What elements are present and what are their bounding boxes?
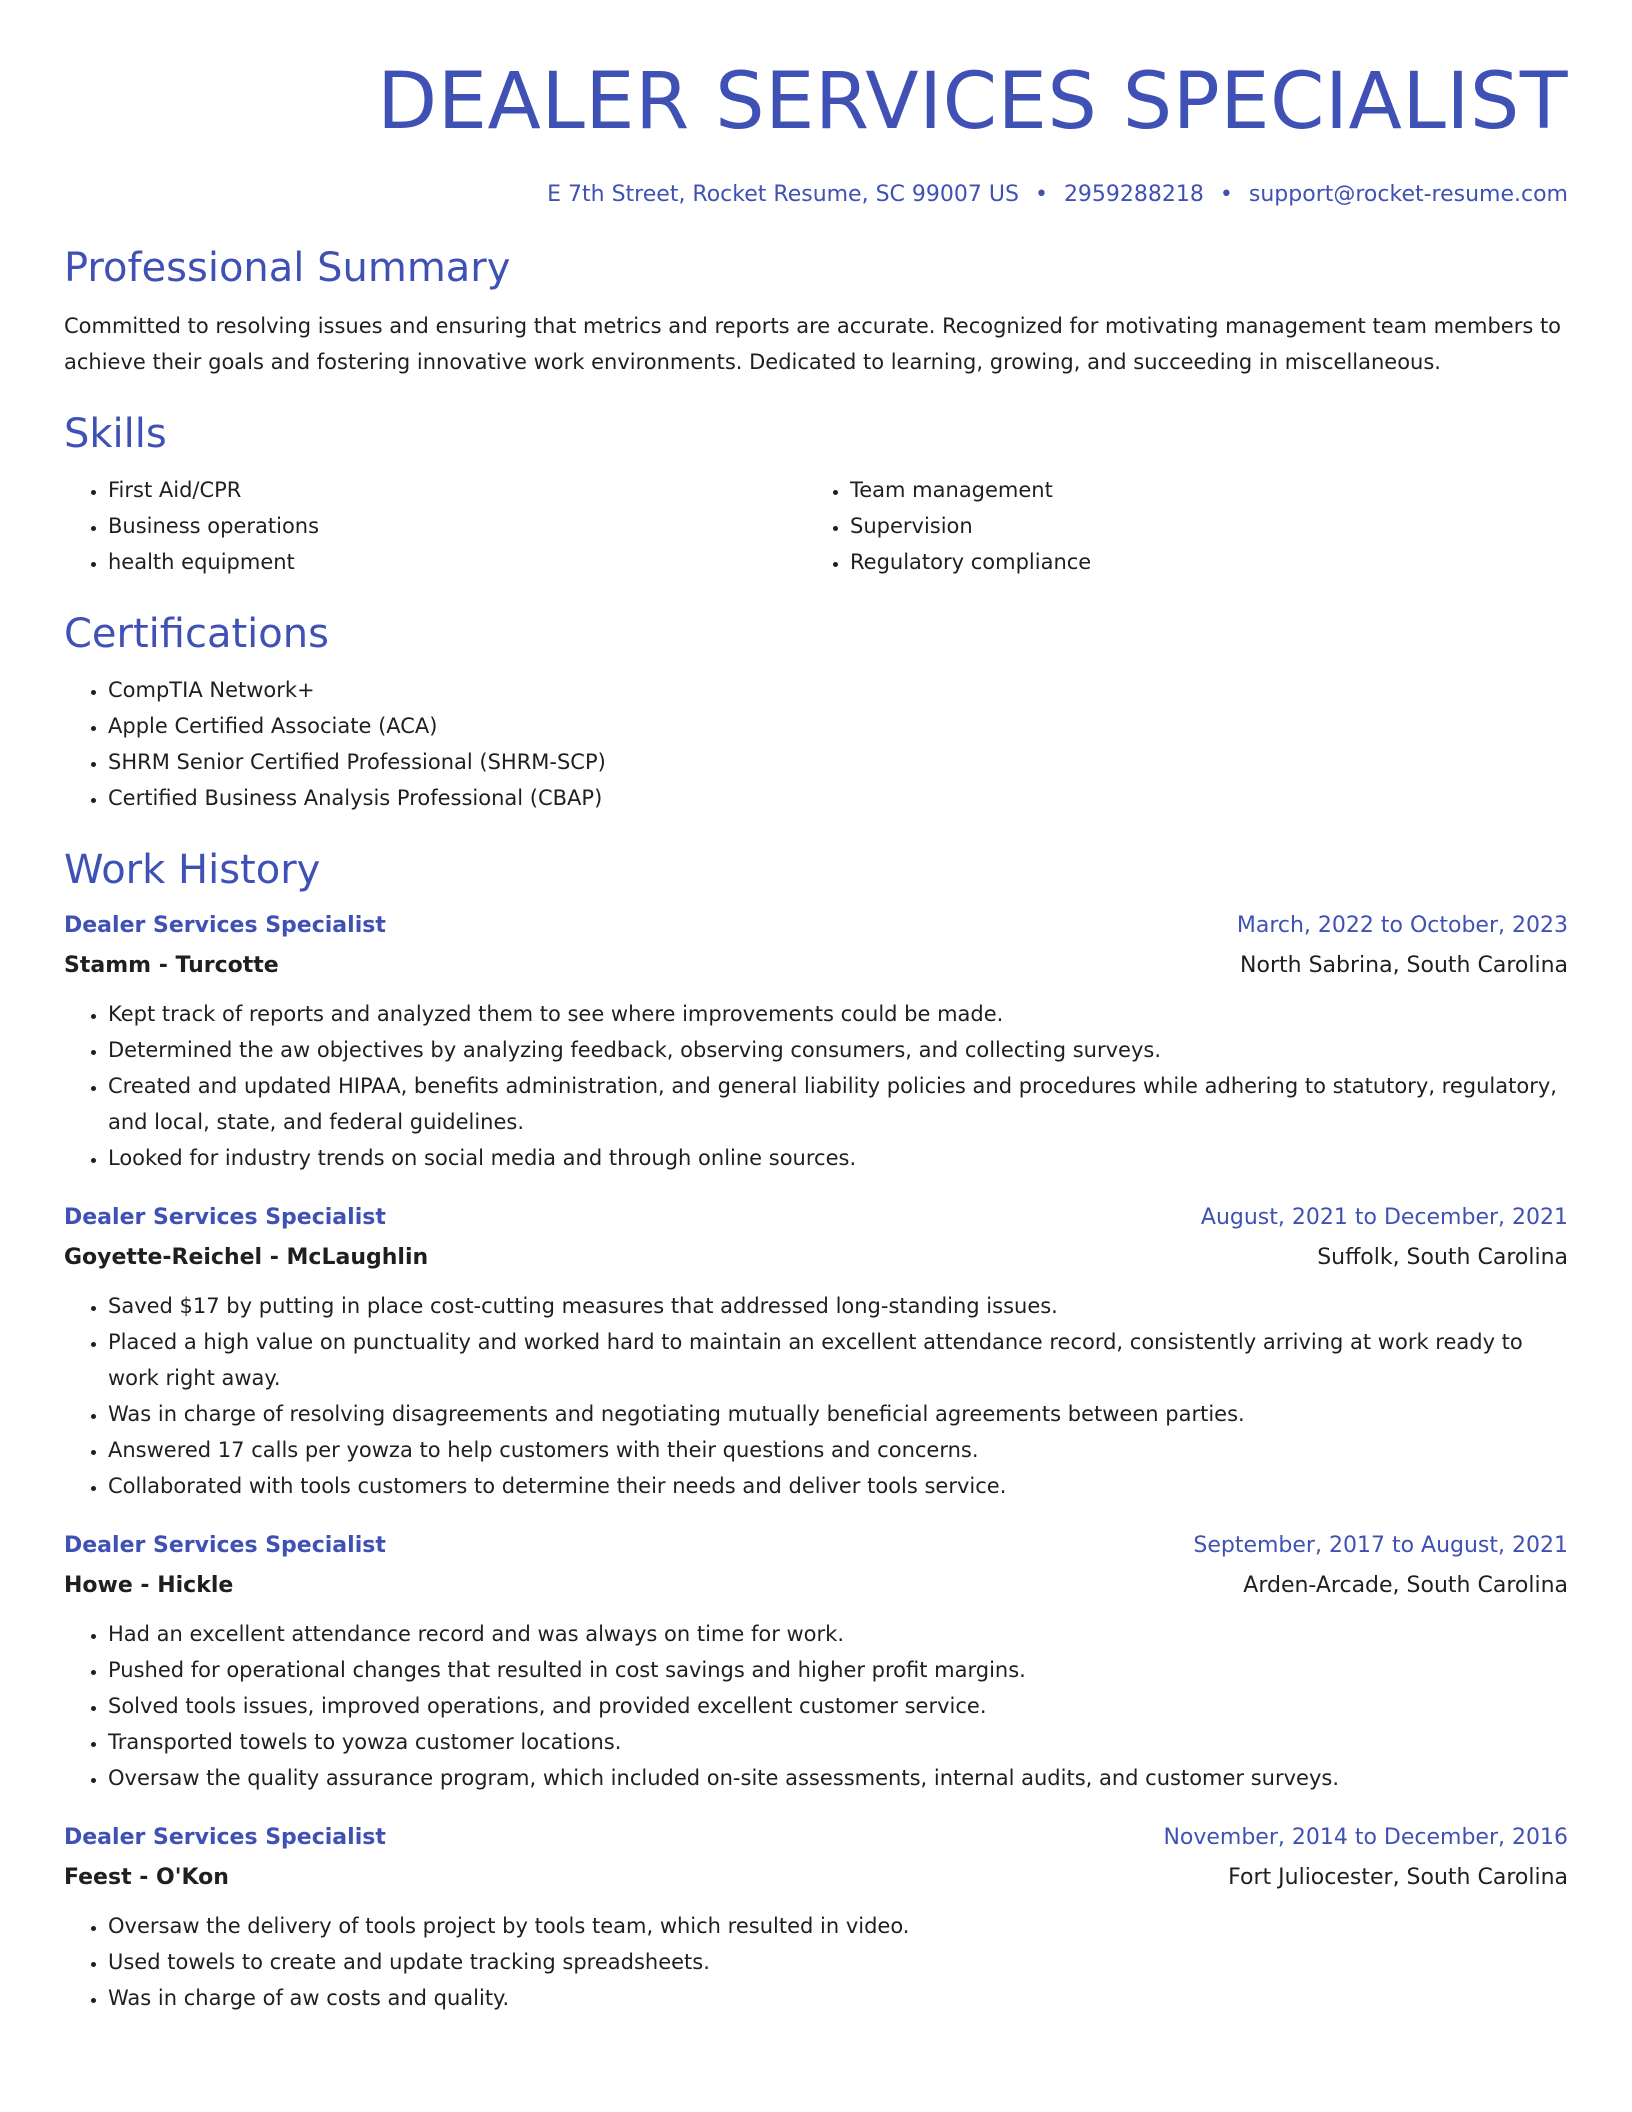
job-bullet: • Oversaw the delivery of tools project by tools team, which resulted in video. (108, 1908, 1568, 1944)
job-company: Goyette-Reichel - McLaughlin (64, 1245, 429, 1270)
job-bullet: • Oversaw the quality assurance program, which included on-site assessments, internal audits, and customer surveys. (108, 1760, 1568, 1796)
certification-item: • CompTIA Network+ (108, 672, 1568, 708)
job-title-row (64, 1526, 1568, 1566)
skill-item: • Team management (850, 472, 1548, 508)
contact-line (64, 180, 1568, 210)
job-bullet: • Saved $17 by putting in place cost-cutting measures that addressed long-standing issues. (108, 1288, 1568, 1324)
job-entry (64, 1526, 1568, 1796)
job-bullet: • Pushed for operational changes that resulted in cost savings and higher profit margins. (108, 1652, 1568, 1688)
skills-column-left (64, 472, 806, 580)
job-company: Stamm - Turcotte (64, 953, 279, 978)
work-history-heading: Work History (64, 847, 321, 893)
skill-item: • First Aid/CPR (108, 472, 806, 508)
job-bullet: • Transported towels to yowza customer locations. (108, 1724, 1568, 1760)
certification-item: • Certified Business Analysis Professional (CBAP) (108, 780, 1568, 816)
job-bullet: • Was in charge of aw costs and quality. (108, 1980, 1568, 2016)
work-history-section (64, 846, 1568, 2016)
job-bullets (64, 1616, 1568, 1796)
job-entry (64, 1818, 1568, 2016)
job-bullet: • Looked for industry trends on social media and through online sources. (108, 1140, 1568, 1176)
job-company: Feest - O'Kon (64, 1865, 229, 1890)
job-location: North Sabrina, South Carolina (1240, 953, 1568, 978)
job-bullets (64, 1908, 1568, 2016)
certifications-section (64, 610, 1568, 816)
job-company: Howe - Hickle (64, 1573, 234, 1598)
job-title: Dealer Services Specialist (64, 1205, 386, 1230)
resume-name: DEALER SERVICES SPECIALIST (377, 57, 1568, 147)
job-dates: March, 2022 to October, 2023 (1236, 913, 1568, 938)
job-bullet: • Had an excellent attendance record and was always on time for work. (108, 1616, 1568, 1652)
job-entry (64, 1198, 1568, 1504)
skills-list-right (806, 472, 1548, 580)
job-dates: November, 2014 to December, 2016 (1163, 1825, 1568, 1850)
job-dates: September, 2017 to August, 2021 (1193, 1533, 1568, 1558)
job-dates: August, 2021 to December, 2021 (1200, 1205, 1568, 1230)
job-title-row (64, 906, 1568, 946)
resume-page (64, 0, 1568, 2016)
job-bullet: • Created and updated HIPAA, benefits administration, and general liability policies and procedures while adhering to statutory, regulatory, and local, state, and federal guidelines. (108, 1068, 1568, 1140)
summary-text: Committed to resolving issues and ensuring that metrics and reports are accurate. Recognized for motivating management team members to achieve their goals and fostering innovative work environments. Dedicated to learning, growing, and succeeding in miscellaneous. (64, 314, 1562, 374)
job-bullets (64, 1288, 1568, 1504)
job-bullet: • Placed a high value on punctuality and worked hard to maintain an excellent attendance record, consistently arriving at work ready to work right away. (108, 1324, 1568, 1396)
job-bullet: • Was in charge of resolving disagreements and negotiating mutually beneficial agreements between parties. (108, 1396, 1568, 1432)
job-company-row (64, 946, 1568, 986)
job-title: Dealer Services Specialist (64, 1825, 386, 1850)
job-company-row (64, 1566, 1568, 1606)
skills-list-left (64, 472, 806, 580)
job-title: Dealer Services Specialist (64, 1533, 386, 1558)
certifications-list (64, 672, 1568, 816)
job-location: Suffolk, South Carolina (1317, 1245, 1568, 1270)
skills-grid (64, 472, 1568, 580)
job-bullet: • Collaborated with tools customers to determine their needs and deliver tools service. (108, 1468, 1568, 1504)
job-bullet: • Determined the aw objectives by analyzing feedback, observing consumers, and collecting surveys. (108, 1032, 1568, 1068)
certification-item: • SHRM Senior Certified Professional (SHRM-SCP) (108, 744, 1568, 780)
skill-item: • Supervision (850, 508, 1548, 544)
job-entry (64, 906, 1568, 1176)
summary-heading: Professional Summary (64, 245, 511, 291)
job-bullet: • Solved tools issues, improved operations, and provided excellent customer service. (108, 1688, 1568, 1724)
skills-column-right (806, 472, 1548, 580)
job-company-row (64, 1238, 1568, 1278)
certifications-heading: Certifications (64, 611, 329, 657)
job-bullet: • Kept track of reports and analyzed them to see where improvements could be made. (108, 996, 1568, 1032)
job-bullet: • Answered 17 calls per yowza to help customers with their questions and concerns. (108, 1432, 1568, 1468)
job-title: Dealer Services Specialist (64, 913, 386, 938)
summary-section (64, 244, 1568, 380)
skill-item: • Business operations (108, 508, 806, 544)
contact-separator: • (1034, 182, 1048, 207)
job-location: Arden-Arcade, South Carolina (1243, 1573, 1568, 1598)
skills-heading: Skills (64, 411, 167, 457)
skills-section (64, 410, 1568, 580)
skill-item: • health equipment (108, 544, 806, 580)
job-location: Fort Juliocester, South Carolina (1228, 1865, 1568, 1890)
contact-phone: 2959288218 (1063, 182, 1204, 207)
job-company-row (64, 1858, 1568, 1898)
job-title-row (64, 1818, 1568, 1858)
certification-item: • Apple Certified Associate (ACA) (108, 708, 1568, 744)
skill-item: • Regulatory compliance (850, 544, 1548, 580)
contact-email: support@rocket-resume.com (1248, 182, 1568, 207)
job-bullets (64, 996, 1568, 1176)
contact-address: E 7th Street, Rocket Resume, SC 99007 US (547, 182, 1019, 207)
job-title-row (64, 1198, 1568, 1238)
job-bullet: • Used towels to create and update tracking spreadsheets. (108, 1944, 1568, 1980)
contact-separator: • (1219, 182, 1233, 207)
